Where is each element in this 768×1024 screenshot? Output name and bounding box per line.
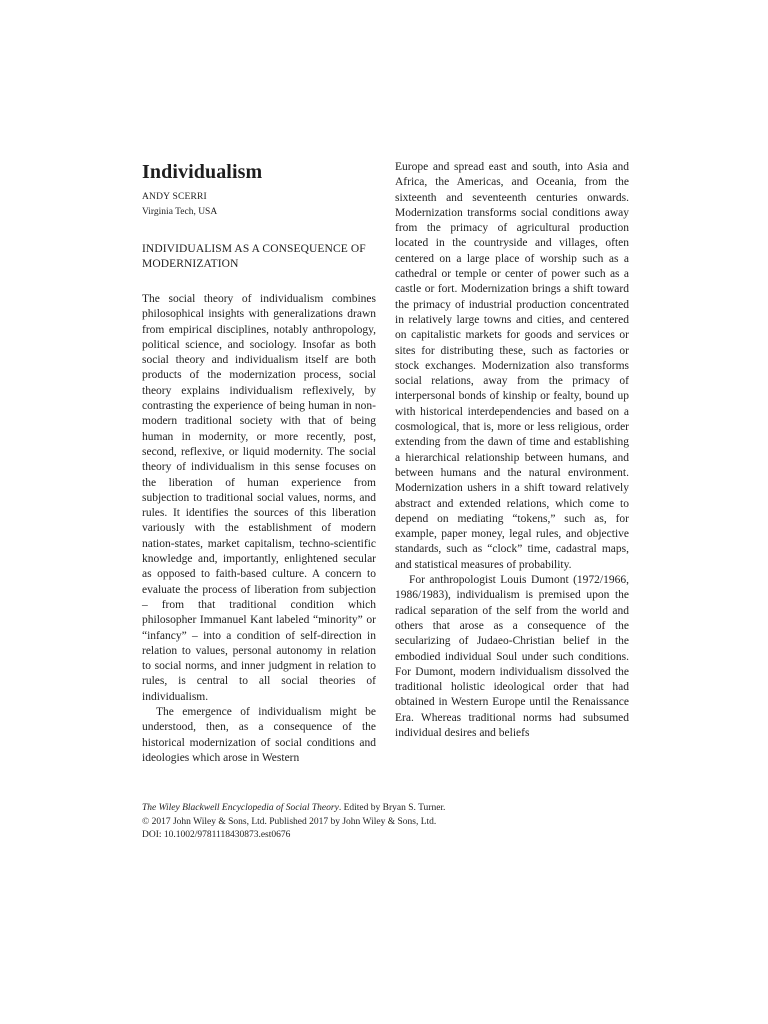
right-column xyxy=(395,160,629,741)
citation-footer xyxy=(142,802,628,843)
article-title: Individualism xyxy=(142,161,263,183)
paragraph-2-start: The emergence of individualism might be understood, then, as a consequence of the historical modernization of social conditions and ideologies which arose in Western xyxy=(142,706,376,764)
section-heading: INDIVIDUALISM AS A CONSEQUENCE OF MODERNIZATION xyxy=(142,243,366,270)
book-title: The Wiley Blackwell Encyclopedia of Social Theory xyxy=(142,803,339,813)
author-affiliation: Virginia Tech, USA xyxy=(142,207,218,217)
author-name: ANDY SCERRI xyxy=(142,192,207,202)
copyright-line: © 2017 John Wiley & Sons, Ltd. Published 2017 by John Wiley & Sons, Ltd. xyxy=(142,816,437,827)
footer-citation-line xyxy=(142,802,628,816)
paragraph-3: For anthropologist Louis Dumont (1972/1966, 1986/1983), individualism is premised upon the radical separation of the self from the world and others that arose as a consequence of the secularizing of Judaeo-Christian belief in the embodied individual Soul under such conditions. For Dumont, modern individualism dissolved the traditional holistic ideological order that had obtained in Western Europe until the Renaissance Era. Whereas traditional norms had subsumed individual desires and beliefs xyxy=(395,574,629,739)
paragraph-2-continued: Europe and spread east and south, into Asia and Africa, the Americas, and Oceania, from the sixteenth and seventeenth centuries onwards. Modernization transforms social conditions away from the primacy of agricultural production located in the countryside and villages, often centered on a large place of worship such as a cathedral or temple or center of power such as a castle or fort. Modernization brings a shift toward the primacy of industrial production concentrated in relatively large towns and cities, and centered on capitalistic markets for goods and services or sites for distributing these, such as factories or stock exchanges. Modernization also transforms social relations, away from the primacy of interpersonal bonds of kinship or fealty, bound up with historical interdependencies and based on a cosmological, that is, more or less religious, order extending from the dawn of time and establishing a hierarchical relationship between humans, and between humans and the natural environment. Modernization ushers in a shift toward relatively abstract and extended relations, which come to depend on mediating “tokens,” such as, for example, paper money, legal rules, and objective standards, such as “clock” time, cadastral maps, and statistical measures of probability. xyxy=(395,161,629,571)
left-column xyxy=(142,160,376,766)
paragraph-1: The social theory of individualism combines philosophical insights with generalizations drawn from empirical disciplines, notably anthropology, political science, and sociology. Insofar as both social theory and individualism itself are both products of the modernization process, social theory explains individualism reflexively, by contrasting the experience of being human in non-modern traditional society with that of being human in modernity, or more recently, post, second, reflexive, or liquid modernity. The social theory of individualism in this sense focuses on the liberation of human experience from subjection to traditional social values, norms, and rules. It identifies the sources of this liberation variously with the establishment of modern nation-states, market capitalism, techno-scientific knowledge and, importantly, enlightened secular as opposed to faith-based culture. A concern to evaluate the process of liberation from subjection – from that traditional condition which philosopher Immanuel Kant labeled “minority” or “infancy” – into a condition of self-direction in relation to values, personal autonomy in relation to social norms, and inner judgment in relation to rules, is central to all social theories of individualism. xyxy=(142,293,376,703)
editor-credit: . Edited by Bryan S. Turner. xyxy=(338,803,446,813)
doi-line: DOI: 10.1002/9781118430873.est0676 xyxy=(142,830,291,840)
